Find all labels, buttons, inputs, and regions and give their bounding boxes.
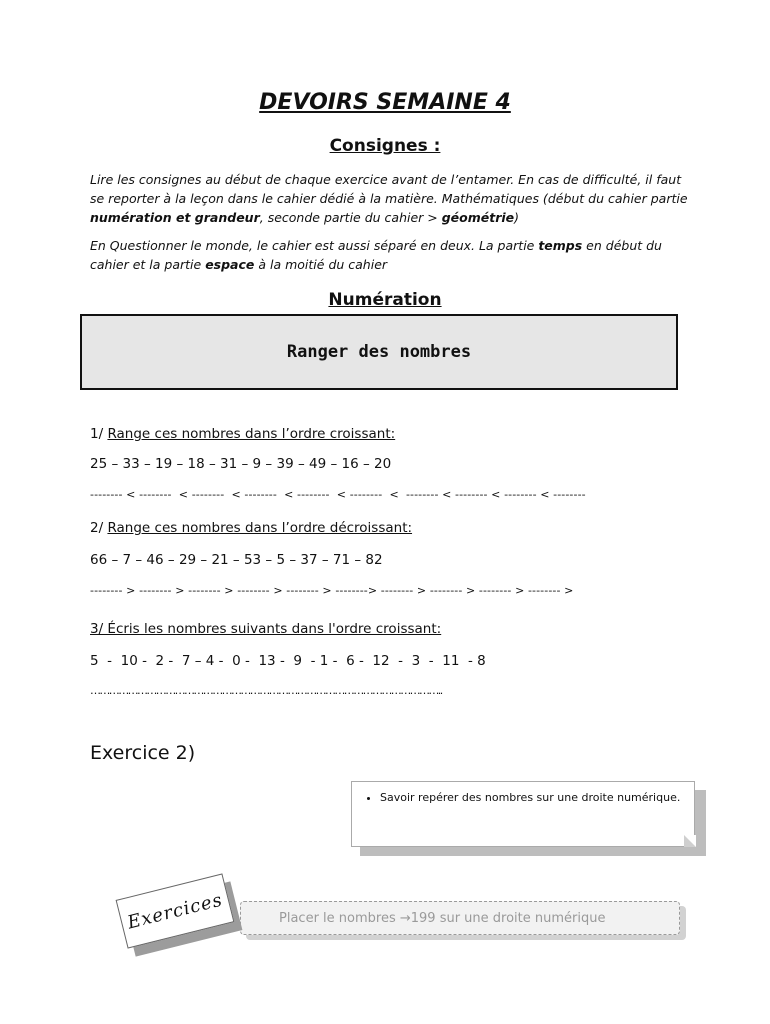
question-2-answer-line[interactable]: -------- > -------- > -------- > -------- > -------- > --------> -------- > -------- > -------- > -------- > [90,584,574,597]
consignes-p2-bold-2: espace [205,257,255,272]
consignes-p1-bold-1: numération et grandeur [90,210,260,225]
consignes-p2-text: En Questionner le monde, le cahier est aussi séparé en deux. La partie [90,238,539,253]
question-2-numbers: 66 – 7 – 46 – 29 – 21 – 53 – 5 – 37 – 71 – 82 [90,552,383,568]
consignes-heading: Consignes : [329,136,441,156]
section-banner-title: Ranger des nombres [286,342,472,362]
objective-note [351,781,695,847]
note-fold-corner [684,835,696,847]
question-1-numbers: 25 – 33 – 19 – 18 – 31 – 9 – 39 – 49 – 16 – 20 [90,456,392,472]
section-banner [80,314,678,390]
consignes-p2-text-3: à la moitié du cahier [254,257,388,272]
consignes-p1-bold-2: géométrie [441,210,515,225]
page-title: DEVOIRS SEMAINE 4 [259,90,511,115]
question-3-answer-line[interactable]: ………………………………………………………………………………………………….. [90,684,442,697]
question-3-numbers: 5 - 10 - 2 - 7 – 4 - 0 - 13 - 9 - 1 - 6 - 12 - 3 - 11 - 8 [90,653,486,669]
question-2-text: Range ces nombres dans l’ordre décroissant: [107,520,413,536]
question-2-prefix: 2/ [90,520,108,536]
numeration-heading: Numération [328,290,442,310]
exercises-tag-label: Exercices [125,889,225,933]
consignes-paragraph-2 [90,236,690,274]
consignes-p1-text-3: ) [514,210,520,225]
consignes-p1-text: Lire les consignes au début de chaque exercice avant de l’entamer. En cas de difficulté, il faut se reporter à la leçon dans le cahier dédié à la matière. Mathématiques (début du cahier partie [90,172,688,206]
instruction-bar [240,901,680,935]
consignes-paragraph-1 [90,170,690,227]
consignes-p1-text-2: , seconde partie du cahier > [259,210,442,225]
objective-item: • Savoir repérer des nombres sur une droite numérique. [380,790,694,805]
question-2-label [90,520,412,536]
question-1-text: Range ces nombres dans l’ordre croissant: [107,426,396,442]
exercise-2-heading: Exercice 2) [90,742,196,764]
instruction-text: Placer le nombres →199 sur une droite numérique [279,910,606,926]
question-3-label: 3/ Écris les nombres suivants dans l'ordre croissant: [90,621,442,637]
consignes-p2-bold-1: temps [538,238,583,253]
question-1-label [90,426,395,442]
question-1-prefix: 1/ [90,426,108,442]
consignes-p2-text-2: en début du cahier et la partie [90,238,662,272]
question-1-answer-line[interactable]: -------- < -------- < -------- < -------- < -------- < -------- < -------- < -------- < -------- < -------- [90,488,586,501]
